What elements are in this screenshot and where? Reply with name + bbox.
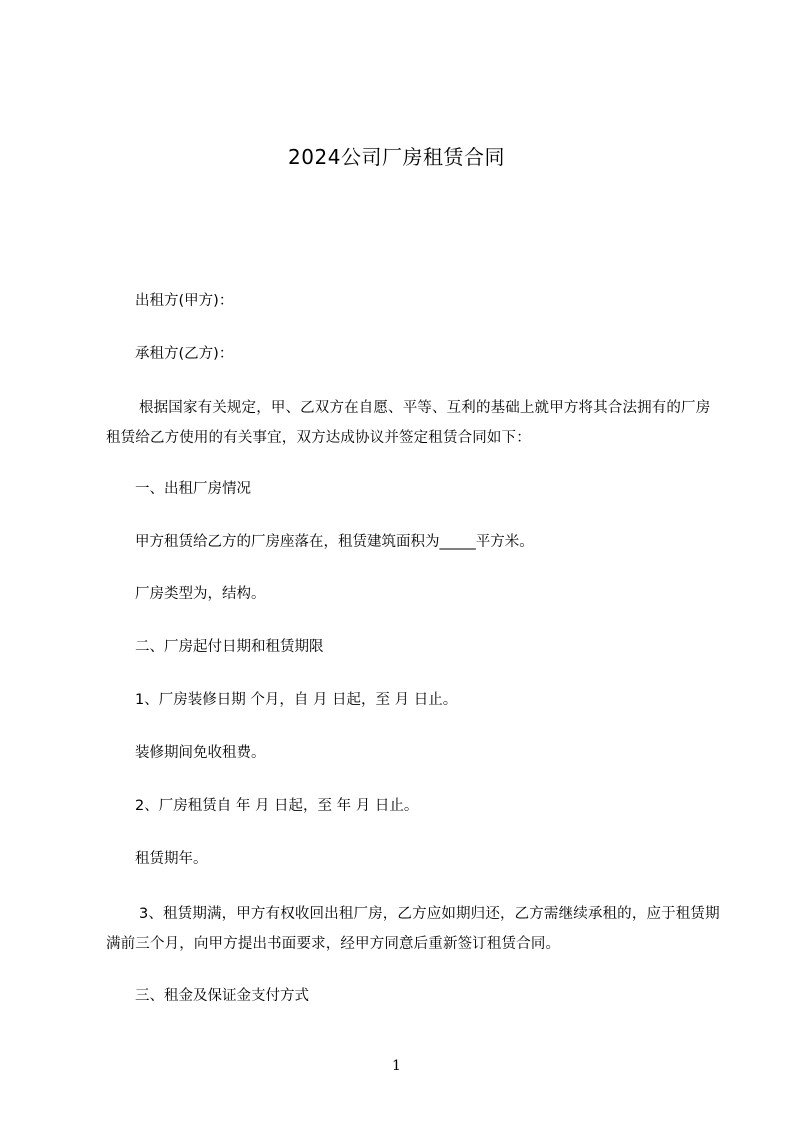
section-2-item-3: 3、租赁期满，甲方有权收回出租厂房，乙方应如期归还，乙方需继续承租的，应于租赁期满前三个月，向甲方提出书面要求，经甲方同意后重新签订租赁合同。 <box>106 906 720 952</box>
lessee-line: 承租方(乙方)： <box>135 346 234 362</box>
section-1-heading: 一、出租厂房情况 <box>135 481 251 497</box>
section-2-item-1-note: 装修期间免收租费。 <box>135 745 266 761</box>
document-title: 2024公司厂房租赁合同 <box>288 145 505 169</box>
section-2-item-2-note: 租赁期年。 <box>135 851 208 867</box>
section-2-heading: 二、厂房起付日期和租赁期限 <box>135 639 324 655</box>
section-1-location-paragraph: 甲方租赁给乙方的厂房座落在，租赁建筑面积为_____平方米。 <box>135 534 534 550</box>
section-2-item-1: 1、厂房装修日期 个月，自 月 日起，至 月 日止。 <box>135 692 458 708</box>
section-2-item-2: 2、厂房租赁自 年 月 日起，至 年 月 日止。 <box>135 798 419 814</box>
lessor-line: 出租方(甲方)： <box>135 293 234 309</box>
section-1-type-paragraph: 厂房类型为，结构。 <box>135 586 266 602</box>
preamble-paragraph: 根据国家有关规定，甲、乙双方在自愿、平等、互利的基础上就甲方将其合法拥有的厂房租赁给乙方使用的有关事宜，双方达成协议并签定租赁合同如下： <box>106 400 711 446</box>
page-number: 1 <box>392 1058 401 1074</box>
section-3-heading: 三、租金及保证金支付方式 <box>135 988 309 1004</box>
